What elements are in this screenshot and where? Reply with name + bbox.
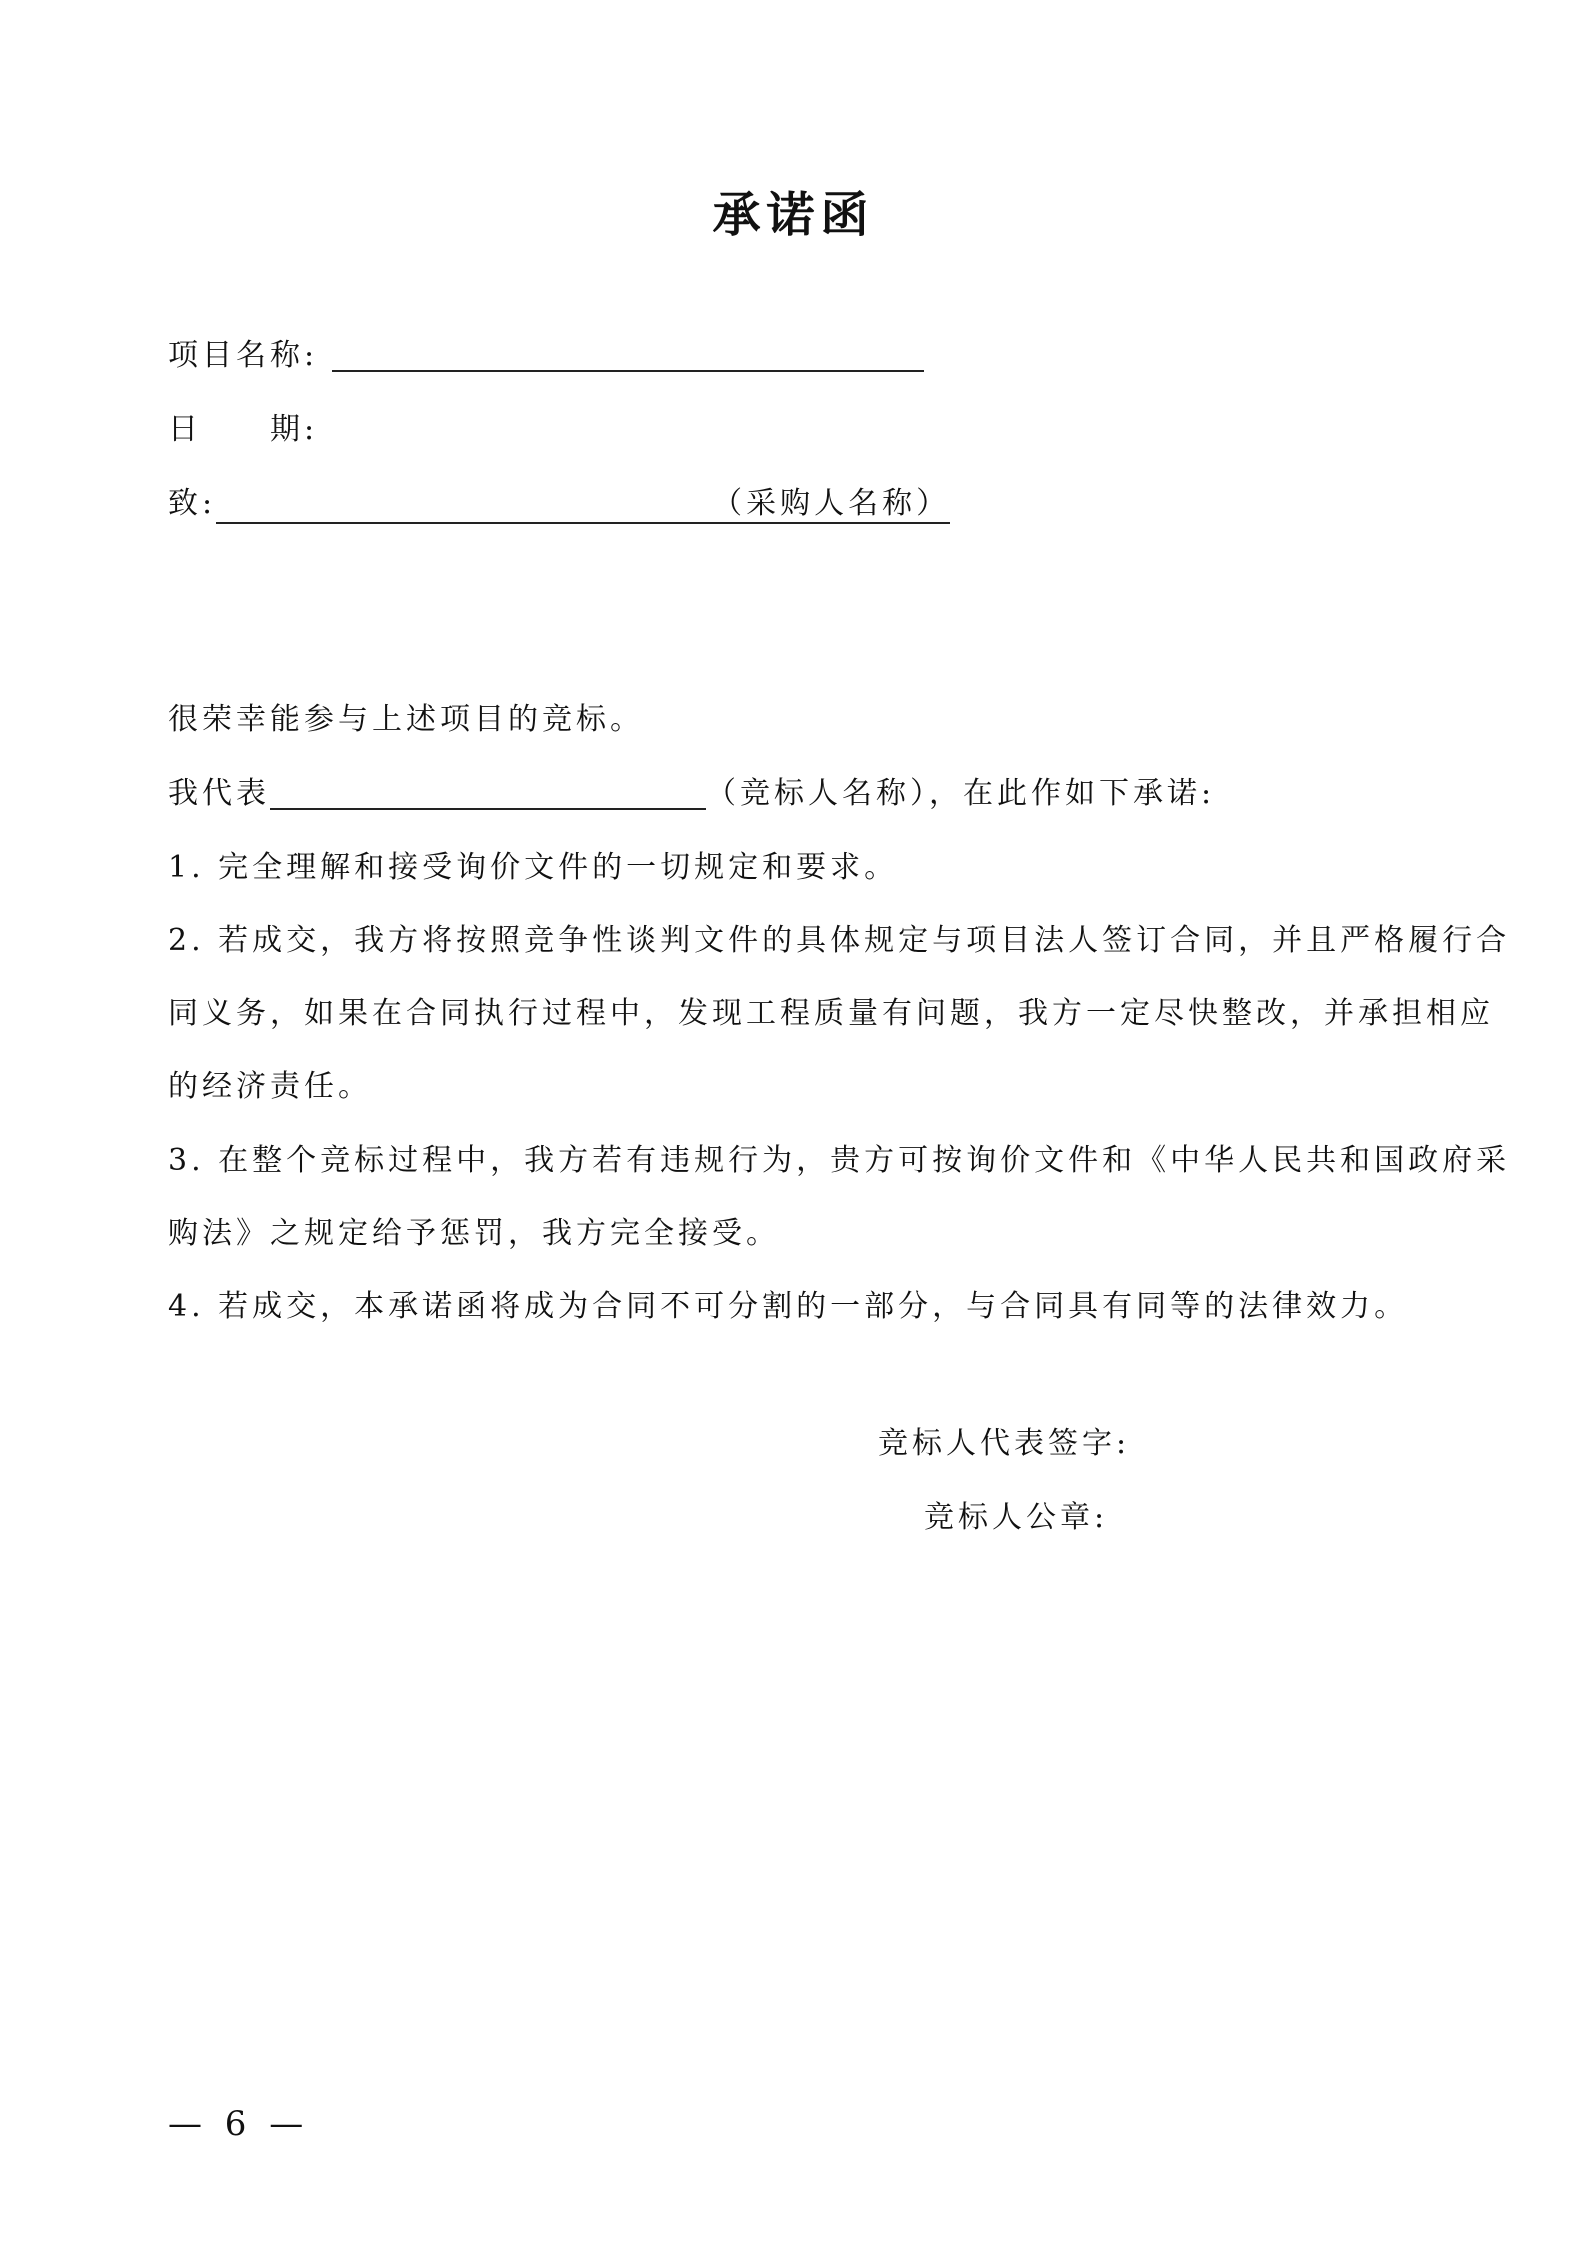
- commitment-item-2-line-3: 的经济责任。: [168, 1069, 372, 1104]
- commitment-item-4: 4. 若成交，本承诺函将成为合同不可分割的一部分，与合同具有同等的法律效力。: [168, 1289, 1409, 1324]
- purchaser-placeholder: （采购人名称）: [712, 486, 951, 521]
- date-row: [168, 410, 318, 450]
- bidder-name-blank: [270, 774, 706, 810]
- to-row: [168, 484, 950, 524]
- intro-paragraph: 很荣幸能参与上述项目的竞标。: [168, 702, 644, 737]
- commitment-item-3-line-1: 3. 在整个竞标过程中，我方若有违规行为，贵方可按询价文件和《中华人民共和国政府采: [168, 1143, 1511, 1178]
- purchaser-name-blank: [216, 484, 950, 524]
- commitment-item-1: 1. 完全理解和接受询价文件的一切规定和要求。: [168, 850, 899, 885]
- representation-suffix: （竞标人名称），在此作如下承诺:: [706, 776, 1216, 811]
- company-seal-label: 竞标人公章:: [924, 1500, 1109, 1535]
- document-title: 承诺函: [712, 187, 875, 243]
- commitment-item-2-line-2: 同义务，如果在合同执行过程中，发现工程质量有问题，我方一定尽快整改，并承担相应: [168, 996, 1494, 1031]
- representation-prefix: 我代表: [168, 776, 270, 811]
- project-name-blank: [332, 336, 924, 372]
- project-name-row: [168, 336, 924, 376]
- page-number: — 6 —: [168, 2104, 310, 2144]
- date-label-first: 日: [168, 412, 202, 447]
- representative-signature-label: 竞标人代表签字:: [878, 1426, 1131, 1461]
- commitment-item-2-line-1: 2. 若成交，我方将按照竞争性谈判文件的具体规定与项目法人签订合同，并且严格履行合: [168, 923, 1511, 958]
- commitment-item-3-line-2: 购法》之规定给予惩罚，我方完全接受。: [168, 1216, 780, 1251]
- project-name-label: 项目名称:: [168, 338, 319, 373]
- to-label: 致:: [168, 486, 217, 521]
- representation-row: [168, 774, 1215, 814]
- date-label-second: 期:: [270, 412, 319, 447]
